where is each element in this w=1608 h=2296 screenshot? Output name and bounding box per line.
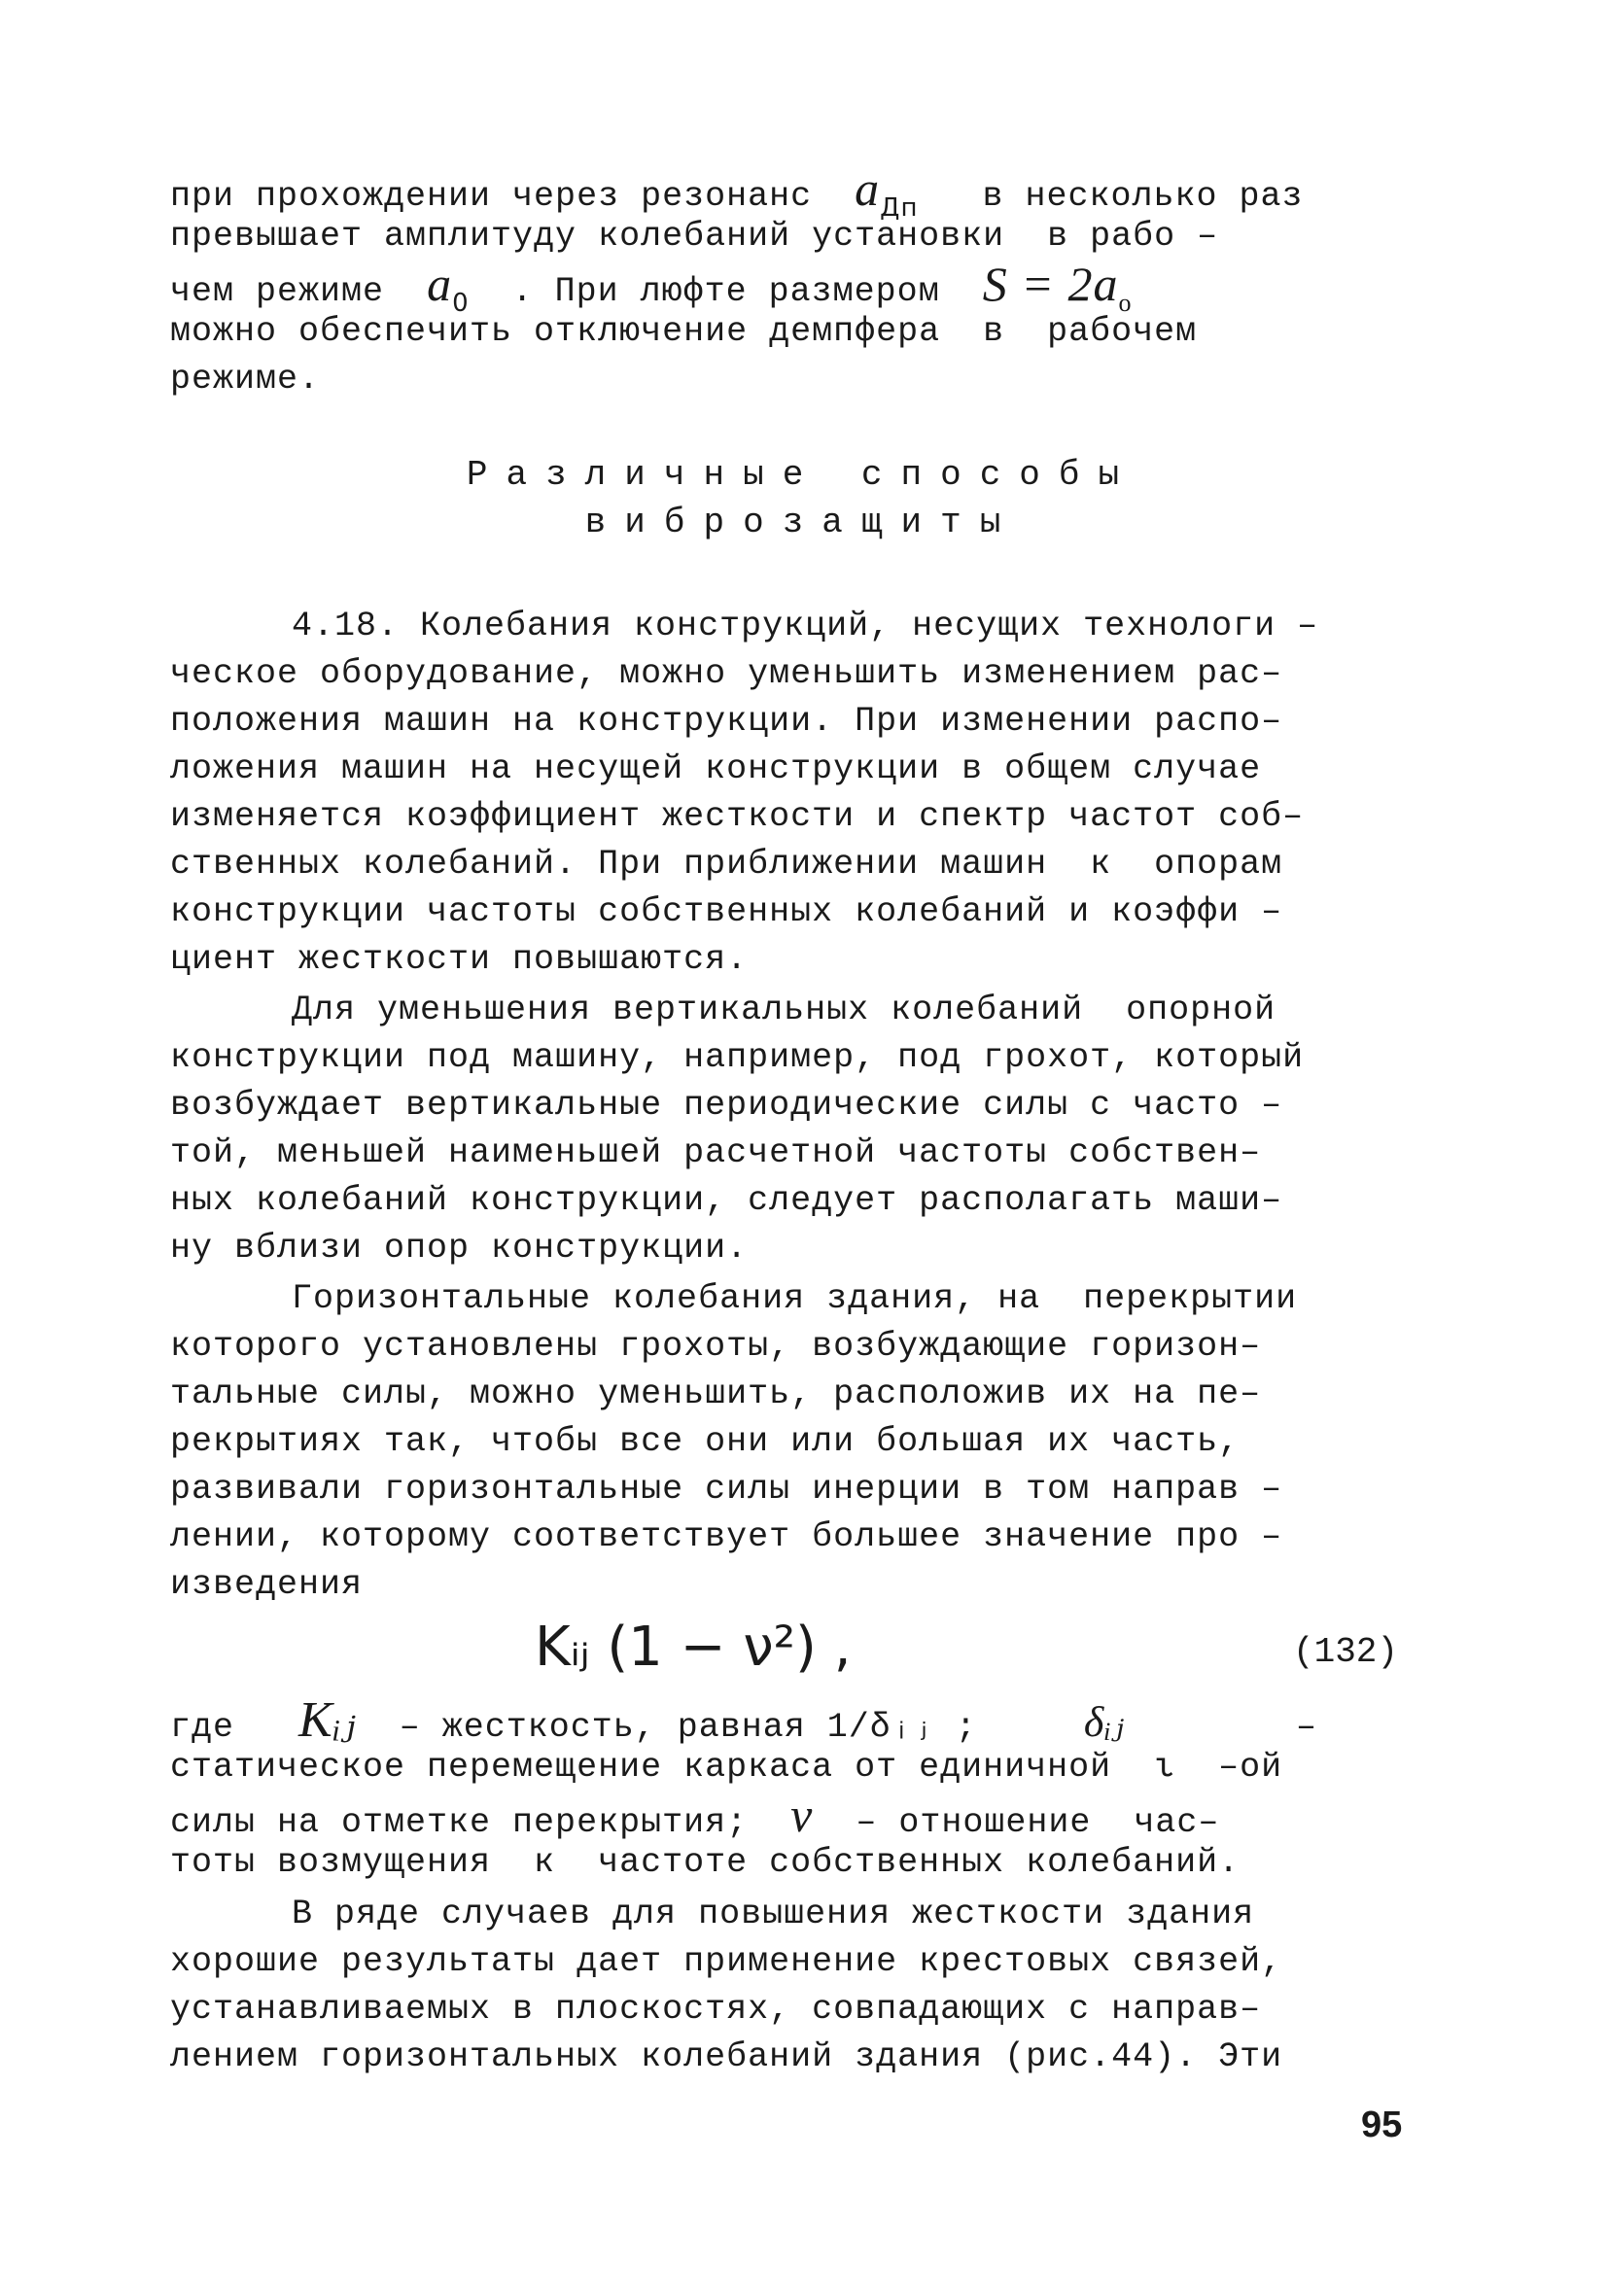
text-line: положения машин на конструкции. При изменении распо–: [170, 702, 1283, 741]
text-line: В ряде случаев для повышения жесткости здания: [292, 1895, 1255, 1933]
text-line: конструкции частоты собственных колебаний и коэффи –: [170, 892, 1283, 931]
page-number: 95: [1361, 2105, 1403, 2145]
text-line: тальные силы, можно уменьшить, расположив их на пе–: [170, 1374, 1262, 1413]
text-line: изменяется коэффициент жесткости и спектр частот соб–: [170, 797, 1305, 836]
symbol-gap: $S = 2a_o$: [982, 257, 1133, 317]
text-line: тоты возмущения к частоте собственных колебаний.: [170, 1843, 1241, 1882]
text-line: возбуждает вертикальные периодические силы с часто –: [170, 1086, 1283, 1125]
text-line: ложения машин на несущей конструкции в общем случае: [170, 749, 1262, 788]
text-line: рекрытиях так, чтобы все они или большая их часть,: [170, 1422, 1241, 1461]
text-line: Для уменьшения вертикальных колебаний опорной: [292, 991, 1276, 1029]
section-heading-line-2: виброзащиты: [584, 503, 1020, 542]
text-line: ну вблизи опор конструкции.: [170, 1229, 749, 1268]
symbol-k-ij: Kᵢⱼ: [298, 1692, 357, 1748]
text-line: 4.18. Колебания конструкций, несущих технологи –: [292, 607, 1319, 645]
section-heading-line-1: Различные способы: [466, 455, 1138, 495]
text-line: чем режиме $a_0$ . При люфте размером $S = 2a_o$: [170, 257, 1133, 318]
symbol-a-dp: $a_{Дп}$: [855, 161, 919, 223]
text-line: силы на отметке перекрытия; ν – отношение час–: [170, 1788, 1220, 1842]
formula-132: Kᵢⱼ (1 − ν²) ,: [535, 1616, 852, 1679]
text-line: ческое оборудование, можно уменьшить изменением рас–: [170, 654, 1283, 693]
symbol-a0: $a_0$: [427, 257, 470, 318]
text-line: статическое перемещение каркаса от единичной ι –ой: [170, 1748, 1283, 1787]
text-line: лении, которому соответствует большее значение про –: [170, 1517, 1283, 1556]
text-line: изведения: [170, 1565, 364, 1604]
text-line: которого установлены грохоты, возбуждающие горизон–: [170, 1327, 1262, 1366]
text-line: хорошие результаты дает применение крестовых связей,: [170, 1942, 1283, 1981]
text-line: циент жесткости повышаются.: [170, 940, 749, 979]
formula-number: (132): [1293, 1632, 1399, 1672]
text-line: где Kᵢⱼ – жесткость, равная 1/δᵢⱼ ; δᵢⱼ –: [170, 1692, 1317, 1748]
text-line: Горизонтальные колебания здания, на перекрытии: [292, 1279, 1298, 1318]
text-line: превышает амплитуду колебаний установки в рабо –: [170, 217, 1219, 256]
text-line: развивали горизонтальные силы инерции в том направ –: [170, 1470, 1283, 1509]
text-line: ственных колебаний. При приближении машин к опорам: [170, 845, 1283, 884]
text-line: конструкции под машину, например, под грохот, который: [170, 1038, 1305, 1077]
text-line: можно обеспечить отключение демпфера в рабочем: [170, 312, 1198, 351]
text-line: устанавливаемых в плоскостях, совпадающих с направ–: [170, 1990, 1262, 2029]
text-line: при прохождении через резонанс $a_{Дп}$ в несколько раз: [170, 161, 1304, 223]
text-line: режиме.: [170, 360, 321, 399]
text-line: лением горизонтальных колебаний здания (рис.44). Эти: [170, 2037, 1283, 2076]
text-line: ных колебаний конструкции, следует располагать маши–: [170, 1181, 1283, 1220]
text-line: той, меньшей наименьшей расчетной частоты собствен–: [170, 1133, 1262, 1172]
